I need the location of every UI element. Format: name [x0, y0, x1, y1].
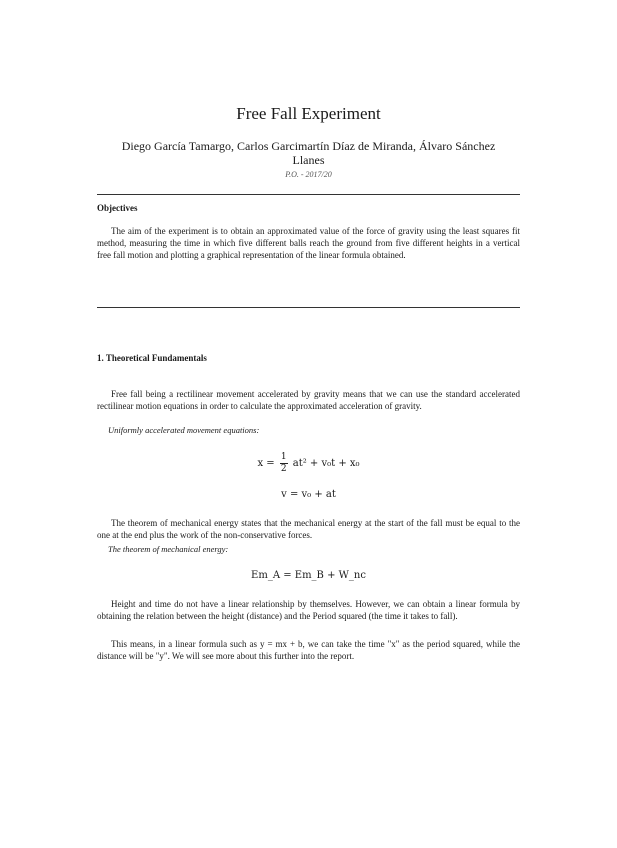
section1-paragraph-1: Free fall being a rectilinear movement accelerated by gravity means that we can use the standard accelerated rectilinear motion equations in order to calculate the approximated acceleration of gravity.: [97, 389, 520, 411]
objectives-text: The aim of the experiment is to obtain an approximated value of the force of gravity using the least squares fit method, measuring the time in which five different balls reach the ground from five different heights in a vertical free fall motion and plotting a graphical representation of the linear formula obtained.: [97, 226, 520, 260]
paper-date: P.O. - 2017/20: [285, 170, 332, 179]
equation-velocity: v = v₀ + at: [281, 489, 336, 500]
section1-paragraph-3: Height and time do not have a linear relationship by themselves. However, we can obtain a linear formula by obtaining the relation between the height (distance) and the Period squared (the time it takes to fall).: [97, 599, 520, 621]
paper-title: Free Fall Experiment: [236, 104, 381, 123]
paper-authors: Diego García Tamargo, Carlos Garcimartín Díaz de Miranda, Álvaro Sánchez Llanes: [121, 139, 496, 167]
equation-position: [97, 452, 520, 475]
abstract-top-rule: [97, 194, 520, 195]
section1-paragraph-4: This means, in a linear formula such as y = mx + b, we can take the time "x" as the period squared, while the distance will be "y". We will see more about this further into the report.: [97, 639, 520, 661]
equations-label-1: Uniformly accelerated movement equations:: [108, 425, 260, 435]
equation-fraction: [280, 452, 288, 475]
objectives-heading: Objectives: [97, 203, 138, 213]
fraction-numerator: 1: [280, 452, 287, 462]
abstract-bottom-rule: [97, 307, 520, 308]
equation-position-lhs: x =: [257, 458, 275, 469]
fraction-denominator: 2: [280, 464, 287, 474]
equations-label-2: The theorem of mechanical energy:: [108, 544, 229, 554]
section1-paragraph-2: The theorem of mechanical energy states that the mechanical energy at the start of the fall must be equal to the one at the end plus the work of the non-conservative forces.: [97, 518, 520, 540]
equation-energy: Em_A = Em_B + W_nc: [251, 570, 366, 581]
equation-position-rhs: at² + v₀t + x₀: [292, 458, 360, 469]
section-heading-theoretical: 1. Theoretical Fundamentals: [97, 353, 207, 363]
